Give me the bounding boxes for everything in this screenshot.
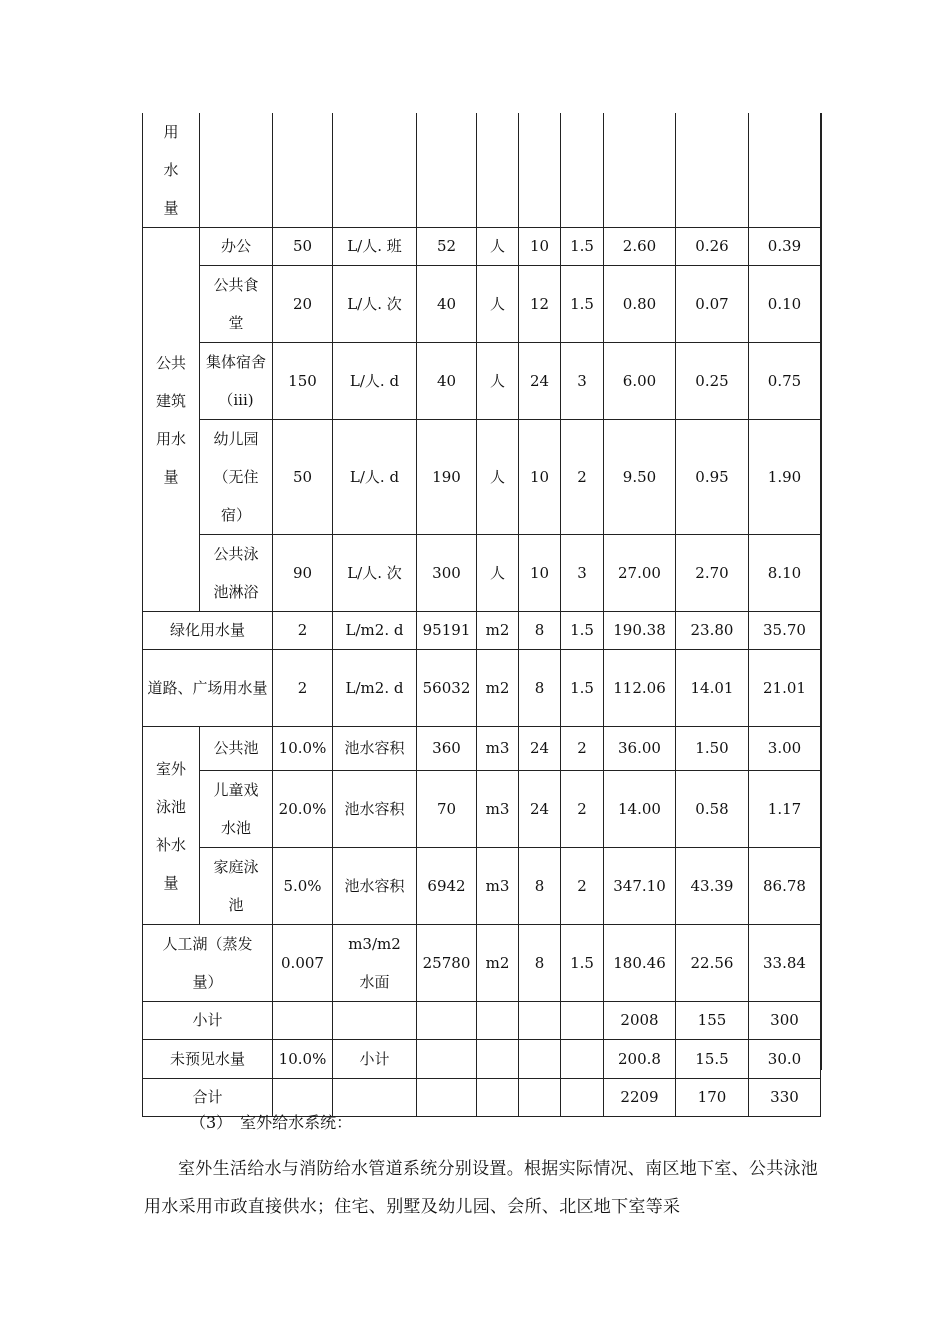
cell-max: 0.39 (749, 228, 821, 266)
cell-daily: 36.00 (604, 727, 676, 771)
cell-max: 1.90 (749, 420, 821, 535)
cell-unit: 池水容积 (333, 727, 417, 771)
cell-name: 绿化用水量 (143, 612, 273, 650)
table-row (143, 848, 821, 925)
cell-name: 小计 (143, 1002, 273, 1040)
cell-std: 150 (273, 343, 333, 420)
cell-unit: 池水容积 (333, 848, 417, 925)
cell-hourly: 0.07 (676, 266, 749, 343)
cell-daily: 112.06 (604, 650, 676, 727)
cell-daily: 0.80 (604, 266, 676, 343)
cell-qunit: m3 (477, 727, 519, 771)
cell-name: 公共泳池淋浴 (200, 535, 273, 612)
section-heading: （3） 室外给水系统： (190, 1113, 353, 1132)
cell-std: 20 (273, 266, 333, 343)
cell-max: 86.78 (749, 848, 821, 925)
cell-std: 2 (273, 650, 333, 727)
cell-unit: L/人. 次 (333, 535, 417, 612)
cell-max: 330 (749, 1079, 821, 1117)
cell-hours: 8 (519, 848, 561, 925)
cell-qunit: 人 (477, 228, 519, 266)
table-row (143, 1040, 821, 1079)
cell-hours: 24 (519, 727, 561, 771)
cell-max: 21.01 (749, 650, 821, 727)
cell-hourly: 0.26 (676, 228, 749, 266)
cell-daily: 190.38 (604, 612, 676, 650)
cell-qty: 52 (417, 228, 477, 266)
table-row (143, 113, 821, 228)
cell-hours: 8 (519, 612, 561, 650)
cell-max: 35.70 (749, 612, 821, 650)
cell-hourly: 1.50 (676, 727, 749, 771)
table-row (143, 535, 821, 612)
cell-k: 3 (561, 343, 604, 420)
cell-hours: 12 (519, 266, 561, 343)
cell-hourly: 2.70 (676, 535, 749, 612)
table-row (143, 925, 821, 1002)
cell-unit: L/人. d (333, 343, 417, 420)
cell-std: 90 (273, 535, 333, 612)
cell-daily: 14.00 (604, 771, 676, 848)
cell-unit: 池水容积 (333, 771, 417, 848)
cell-hours: 24 (519, 343, 561, 420)
cell-qunit: 人 (477, 266, 519, 343)
cell-std: 2 (273, 612, 333, 650)
cell-hourly: 15.5 (676, 1040, 749, 1079)
table-row (143, 420, 821, 535)
cell-hourly: 0.58 (676, 771, 749, 848)
cell-hourly: 22.56 (676, 925, 749, 1002)
cell-hours: 10 (519, 535, 561, 612)
cell-k: 1.5 (561, 228, 604, 266)
cell-qunit: m2 (477, 650, 519, 727)
cell-std: 20.0% (273, 771, 333, 848)
cell-daily: 9.50 (604, 420, 676, 535)
cell-unit: L/人. 班 (333, 228, 417, 266)
cell-std: 50 (273, 228, 333, 266)
cell-hourly: 155 (676, 1002, 749, 1040)
cell-name: 未预见水量 (143, 1040, 273, 1079)
cell-k: 2 (561, 848, 604, 925)
cell-hourly: 23.80 (676, 612, 749, 650)
cell-max: 3.00 (749, 727, 821, 771)
cell-hours: 10 (519, 420, 561, 535)
table-row (143, 650, 821, 727)
cell-max: 0.75 (749, 343, 821, 420)
cell-std: 0.007 (273, 925, 333, 1002)
group-label: 室外泳池补水量 (143, 727, 200, 925)
cell-daily: 200.8 (604, 1040, 676, 1079)
cell-k: 1.5 (561, 650, 604, 727)
cell-qunit: 人 (477, 420, 519, 535)
cell-name: 家庭泳池 (200, 848, 273, 925)
cell-qunit: m2 (477, 925, 519, 1002)
cell-qty: 95191 (417, 612, 477, 650)
cell-max: 0.10 (749, 266, 821, 343)
cell-qunit: m2 (477, 612, 519, 650)
cell-max: 30.0 (749, 1040, 821, 1079)
cell-qunit: m3 (477, 848, 519, 925)
cell-name: 人工湖（蒸发量） (143, 925, 273, 1002)
cell-std: 5.0% (273, 848, 333, 925)
cell-k: 1.5 (561, 266, 604, 343)
group-label: 公共建筑用水量 (143, 228, 200, 612)
cell-unit: m3/m2 水面 (333, 925, 417, 1002)
cell-k: 2 (561, 420, 604, 535)
cell-qty: 70 (417, 771, 477, 848)
cell-qty: 190 (417, 420, 477, 535)
cell-qty: 25780 (417, 925, 477, 1002)
cell-hours: 8 (519, 925, 561, 1002)
cell-max: 300 (749, 1002, 821, 1040)
cell-name: 幼儿园（无住宿） (200, 420, 273, 535)
table-right-border (820, 113, 822, 1070)
cell-k: 1.5 (561, 612, 604, 650)
cell-daily: 27.00 (604, 535, 676, 612)
cell-qunit: 人 (477, 535, 519, 612)
cell-std: 10.0% (273, 727, 333, 771)
cell-daily: 2008 (604, 1002, 676, 1040)
cell-unit: L/m2. d (333, 612, 417, 650)
cell-max: 1.17 (749, 771, 821, 848)
table-row (143, 228, 821, 266)
cell-name: 道路、广场用水量 (143, 650, 273, 727)
cell-qty: 40 (417, 343, 477, 420)
cell-unit: 小计 (333, 1040, 417, 1079)
cell-daily: 2209 (604, 1079, 676, 1117)
cell-qty: 300 (417, 535, 477, 612)
cell-name: 办公 (200, 228, 273, 266)
cell-std: 50 (273, 420, 333, 535)
table-row (143, 612, 821, 650)
cell-qty: 360 (417, 727, 477, 771)
cell-hours: 24 (519, 771, 561, 848)
cell-k: 2 (561, 727, 604, 771)
cell-qty: 6942 (417, 848, 477, 925)
cell-hours: 8 (519, 650, 561, 727)
cell-k: 2 (561, 771, 604, 848)
cell-daily: 2.60 (604, 228, 676, 266)
cell-qty: 40 (417, 266, 477, 343)
cell-name: 儿童戏水池 (200, 771, 273, 848)
cell-k: 3 (561, 535, 604, 612)
cell-qunit: 人 (477, 343, 519, 420)
cell-std: 10.0% (273, 1040, 333, 1079)
cell-max: 8.10 (749, 535, 821, 612)
table-row (143, 266, 821, 343)
table-row (143, 1002, 821, 1040)
row-label: 用水量 (143, 113, 200, 228)
cell-hourly: 14.01 (676, 650, 749, 727)
cell-name: 公共池 (200, 727, 273, 771)
water-usage-table (142, 113, 821, 1117)
cell-hourly: 43.39 (676, 848, 749, 925)
cell-max: 33.84 (749, 925, 821, 1002)
cell-hourly: 0.95 (676, 420, 749, 535)
cell-qty: 56032 (417, 650, 477, 727)
cell-name: 合计 (143, 1079, 273, 1117)
body-paragraph: 室外生活给水与消防给水管道系统分别设置。根据实际情况、南区地下室、公共泳池用水采用市政直接供水；住宅、别墅及幼儿园、会所、北区地下室等采 (144, 1159, 819, 1217)
cell-name: 集体宿舍（iii) (200, 343, 273, 420)
cell-qunit: m3 (477, 771, 519, 848)
cell-hourly: 0.25 (676, 343, 749, 420)
cell-daily: 180.46 (604, 925, 676, 1002)
cell-k: 1.5 (561, 925, 604, 1002)
table-row (143, 771, 821, 848)
cell-daily: 347.10 (604, 848, 676, 925)
cell-hourly: 170 (676, 1079, 749, 1117)
cell-hours: 10 (519, 228, 561, 266)
table-row (143, 343, 821, 420)
cell-unit: L/人. d (333, 420, 417, 535)
cell-daily: 6.00 (604, 343, 676, 420)
cell-unit: L/m2. d (333, 650, 417, 727)
cell-unit: L/人. 次 (333, 266, 417, 343)
cell-name: 公共食堂 (200, 266, 273, 343)
table-row (143, 727, 821, 771)
